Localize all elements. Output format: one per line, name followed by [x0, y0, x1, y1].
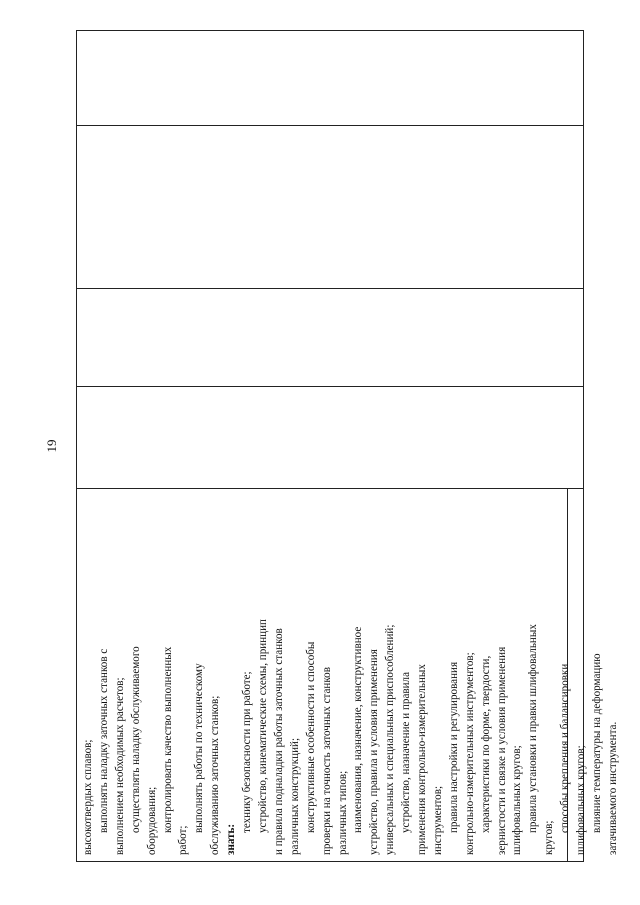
text-line: конструктивные особенности и способы: [304, 641, 317, 833]
column-divider: [77, 125, 583, 126]
text-line: высокотвердых сплавов;: [82, 739, 94, 855]
text-line: работ;: [177, 825, 190, 855]
text-line: технику безопасности при работе;: [241, 671, 254, 833]
text-line: характеристики по форме, твердости,: [479, 655, 492, 833]
text-line: правила установки и правки шлифовальных: [527, 624, 540, 833]
text-line: шлифовальных кругов;: [575, 745, 588, 855]
text-line: контролировать качество выполненных: [161, 646, 174, 833]
text-line: различных типов;: [336, 770, 349, 855]
text-line: оборудования;: [145, 786, 158, 855]
text-line: затачиваемого инструмента.: [606, 721, 619, 855]
competency-table: [76, 30, 619, 862]
text-line: осуществлять наладку обслуживаемого: [129, 646, 142, 833]
requirements-cell: [81, 495, 622, 855]
text-line: наименования, назначение, конструктивное: [352, 626, 365, 833]
text-line: и правила подналадки работы заточных станков: [272, 628, 285, 855]
text-line: различных конструкций;: [288, 737, 301, 855]
text-line: устройство, правила и условия применения: [368, 649, 381, 855]
column-divider: [77, 488, 583, 489]
text-line: влияние температуры на деформацию: [591, 653, 603, 833]
page-number: 19: [44, 439, 59, 453]
text-line: знать:: [225, 823, 238, 855]
text-line: шлифовальных кругов;: [511, 745, 524, 855]
text-line: кругов;: [543, 820, 556, 855]
text-line: правила настройки и регулирования: [447, 661, 460, 833]
text-line: универсальных и специальных приспособлений;: [384, 624, 397, 855]
text-line: выполнять работы по техническому: [193, 663, 206, 833]
text-line: проверки на точность заточных станков: [320, 667, 333, 855]
text-line: способы крепления и балансировки: [559, 663, 572, 833]
text-line: контрольно-измерительных инструментов;: [463, 652, 476, 855]
text-line: выполнением необходимых расчетов;: [113, 677, 126, 855]
text-line: выполнять наладку заточных станков с: [97, 648, 110, 833]
table-viewport: [76, 30, 619, 862]
column-divider: [77, 386, 583, 387]
text-line: применения контрольно-измерительных: [416, 664, 429, 855]
text-line: устройство, назначение и правила: [400, 672, 413, 833]
text-line: инструментов;: [431, 785, 444, 855]
text-line: зернистости и связке и условия применения: [495, 646, 508, 855]
column-divider: [77, 288, 583, 289]
text-line: устройство, кинематические схемы, принцип: [256, 619, 269, 833]
text-line: обслуживанию заточных станков;: [209, 695, 222, 855]
